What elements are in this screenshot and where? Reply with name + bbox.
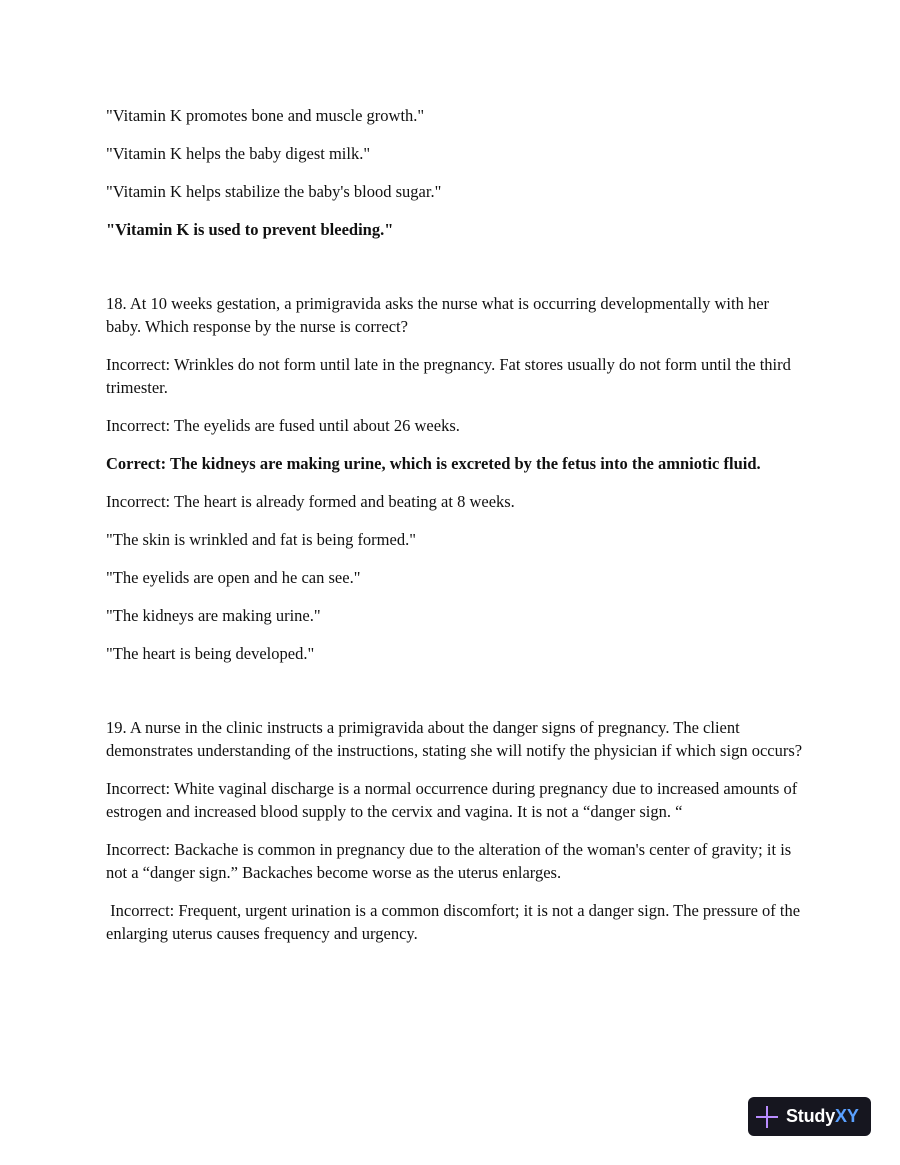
q18-rationale-2: Incorrect: The eyelids are fused until about 26 weeks. [106, 416, 460, 435]
q18-option-b: "The eyelids are open and he can see." [106, 568, 361, 587]
q18-option-d: "The heart is being developed." [106, 644, 315, 663]
q19-question: 19. A nurse in the clinic instructs a primigravida about the danger signs of pregnancy. The client demonstrates understanding of the instructions, stating she will notify the physician if which sign occurs? [106, 718, 803, 760]
q18-option-c: "The kidneys are making urine." [106, 606, 321, 625]
q18-rationale-correct: Correct: The kidneys are making urine, which is excreted by the fetus into the amniotic fluid. [106, 454, 761, 473]
q17-option-c: "Vitamin K helps stabilize the baby's blood sugar." [106, 182, 442, 201]
studyxy-badge[interactable] [748, 1097, 871, 1136]
q19-rationale-3: Incorrect: Frequent, urgent urination is a common discomfort; it is not a danger sign. The pressure of the enlarging uterus causes frequency and urgency. [106, 901, 805, 943]
q19-rationale-1: Incorrect: White vaginal discharge is a normal occurrence during pregnancy due to increased amounts of estrogen and increased blood supply to the cervix and vagina. It is not a “danger sign. “ [106, 779, 798, 821]
q17-option-d-correct: "Vitamin K is used to prevent bleeding." [106, 220, 394, 239]
plus-icon [756, 1106, 778, 1128]
q18-rationale-1: Incorrect: Wrinkles do not form until late in the pregnancy. Fat stores usually do not form until the third trimester. [106, 355, 791, 397]
q18-rationale-4: Incorrect: The heart is already formed and beating at 8 weeks. [106, 492, 515, 511]
q18-question: 18. At 10 weeks gestation, a primigravida asks the nurse what is occurring developmentally with her baby. Which response by the nurse is correct? [106, 294, 770, 336]
studyxy-logo-text: StudyXY [786, 1106, 859, 1126]
document-page [106, 104, 806, 945]
q19-rationale-2: Incorrect: Backache is common in pregnancy due to the alteration of the woman's center of gravity; it is not a “danger sign.” Backaches become worse as the uterus enlarges. [106, 840, 792, 882]
q18-option-a: "The skin is wrinkled and fat is being formed." [106, 530, 416, 549]
q17-option-a: "Vitamin K promotes bone and muscle growth." [106, 106, 425, 125]
q17-option-b: "Vitamin K helps the baby digest milk." [106, 144, 371, 163]
